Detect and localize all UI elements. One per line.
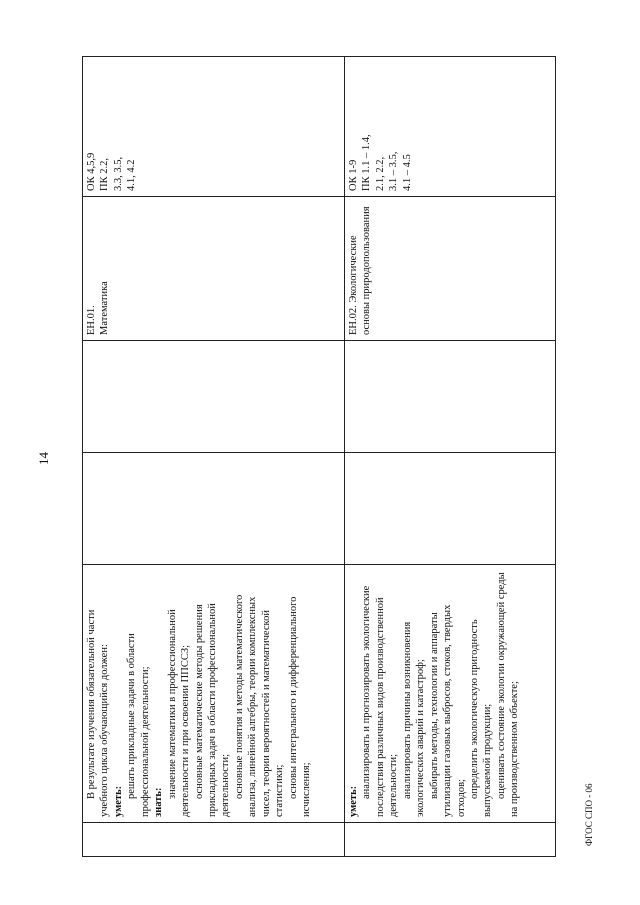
description-label: уметь: bbox=[112, 785, 124, 817]
discipline-cell: ЕН.02. Экологические основы природопользования bbox=[345, 197, 556, 341]
description-line: основы интегрального и дифференциального исчисления; bbox=[287, 596, 312, 817]
index-cell bbox=[345, 823, 556, 857]
hours-required-cell bbox=[345, 341, 556, 453]
description-label: знать: bbox=[153, 787, 165, 817]
description-line: основные понятия и методы математического анализа, линейной алгебры, теории комплексных чисел, теории вероятностей и математической статистики; bbox=[233, 594, 286, 817]
table-row bbox=[345, 57, 556, 857]
hours-max-cell bbox=[345, 453, 556, 565]
description-line: анализировать и прогнозировать экологические последствия различных видов производственной деятельности; bbox=[361, 585, 400, 817]
description-line: В результате изучения обязательной части учебного цикла обучающийся должен: bbox=[86, 609, 111, 817]
description-line: определить экологическую пригодность выпускаемой продукции; bbox=[468, 619, 494, 817]
description-line: анализировать причины возникновения экологических аварий и катастроф; bbox=[401, 621, 427, 817]
index-cell bbox=[83, 823, 345, 857]
description-cell bbox=[345, 565, 556, 823]
description-cell bbox=[83, 565, 345, 823]
footer-code: ФГОС СПО - 06 bbox=[584, 783, 594, 846]
hours-required-cell bbox=[83, 341, 345, 453]
description-label: уметь: bbox=[348, 785, 359, 817]
competencies-cell: ОК 4,5,9 ПК 2.2, 3.3, 3.5, 4.1, 4.2 bbox=[83, 57, 345, 197]
hours-max-cell bbox=[83, 453, 345, 565]
discipline-cell: ЕН.01. Математика bbox=[83, 197, 345, 341]
page-number: 14 bbox=[36, 452, 51, 465]
competencies-cell: ОК 1-9 ПК 1.1 – 1.4, 2.1, 2.2, 3.1 – 3.5, 4.1 – 4.5 bbox=[345, 57, 556, 197]
description-line: решать прикладные задачи в области профессиональной деятельности; bbox=[126, 633, 151, 817]
table-row bbox=[83, 57, 345, 857]
description-line: основные математические методы решения прикладных задач в области профессиональной деятельности; bbox=[193, 603, 232, 817]
description-line: оценивать состояние экологии окружающей среды на производственном объекте; bbox=[495, 572, 521, 817]
curriculum-table bbox=[82, 57, 556, 857]
description-line: выбирать методы, технологии и аппараты утилизации газовых выбросов, стоков, твердых отходов; bbox=[428, 604, 467, 817]
description-line: значение математики в профессиональной деятельности и при освоении ППССЗ; bbox=[166, 609, 192, 817]
